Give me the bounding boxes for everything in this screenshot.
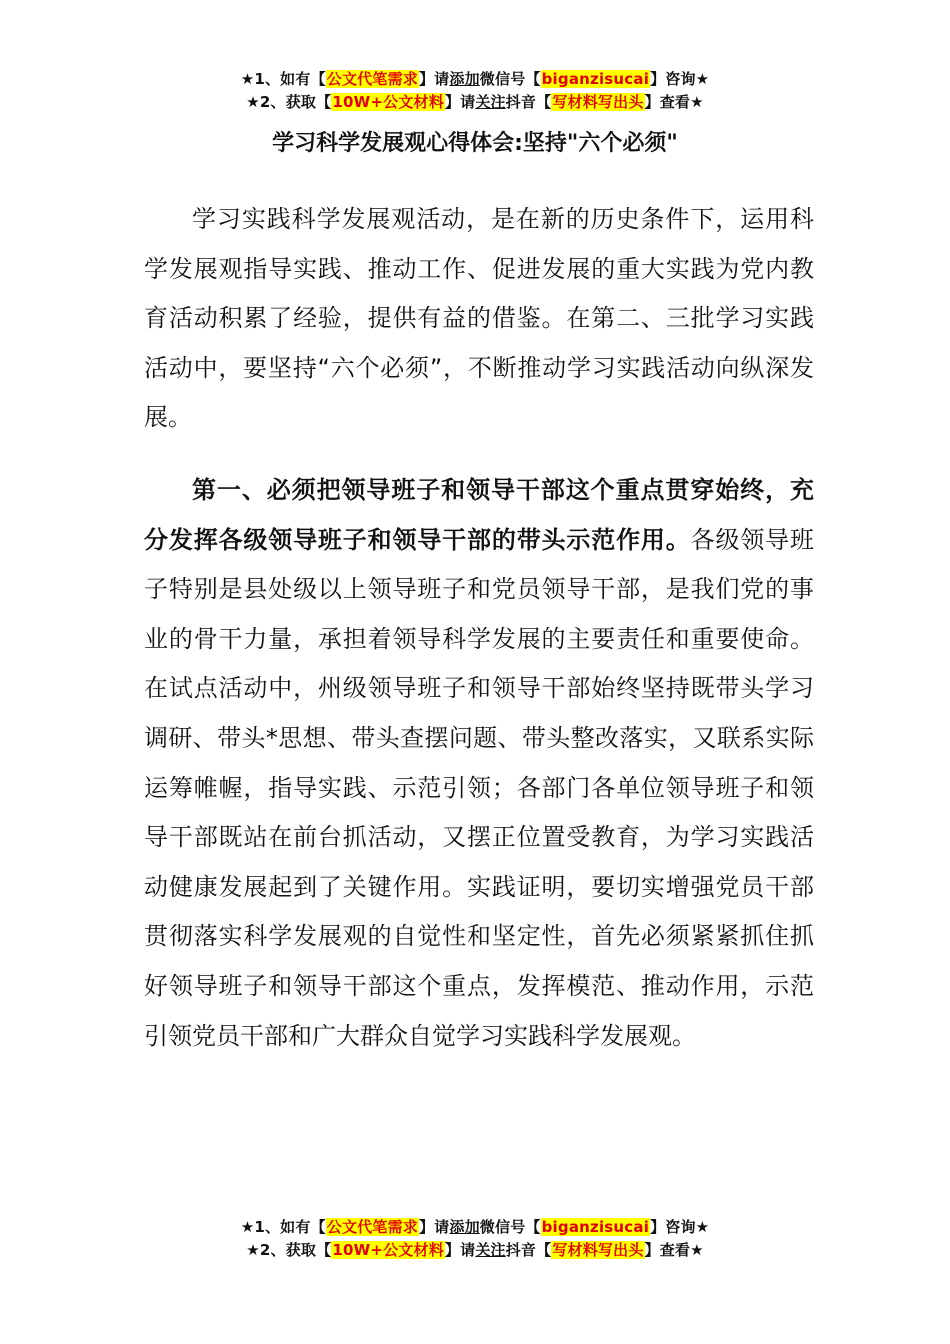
promo-text: 】请 xyxy=(418,1218,450,1236)
promo-wechat-id: biganzisucai xyxy=(541,1218,650,1236)
promo-text: 】请 xyxy=(418,70,450,88)
promo-underline: 添加 xyxy=(449,70,480,88)
promo-text: 】请 xyxy=(444,93,476,111)
promo-highlight: 10W+公文材料 xyxy=(332,1241,444,1259)
promo-text: 】请 xyxy=(444,1241,476,1259)
promo-highlight: 公文代笔需求 xyxy=(326,70,418,88)
promo-text: 】查看★ xyxy=(644,93,704,111)
promo-underline: 关注 xyxy=(475,93,506,111)
promo-text: ★1、如有【 xyxy=(240,1218,326,1236)
promo-text: 】查看★ xyxy=(644,1241,704,1259)
paragraph-lead-heading: 第一、必须把领导班子和领导干部这个重点贯穿始终，充分发挥各级领导班子和领导干部的带头示范作用。 xyxy=(144,476,814,554)
promo-text: 】咨询★ xyxy=(650,1218,710,1236)
promo-text: ★2、获取【 xyxy=(246,1241,332,1259)
promo-wechat-id: biganzisucai xyxy=(541,70,650,88)
body-paragraph-2 xyxy=(144,466,814,1061)
promo-text: 】咨询★ xyxy=(650,70,710,88)
promo-line-2 xyxy=(0,91,950,114)
promo-text: ★1、如有【 xyxy=(240,70,326,88)
paragraph-body-text: 各级领导班子特别是县处级以上领导班子和党员领导干部，是我们党的事业的骨干力量，承担着领导科学发展的主要责任和重要使命。在试点活动中，州级领导班子和领导干部始终坚持既带头学习调研、带头*思想、带头查摆问题、带头整改落实，又联系实际运筹帷幄，指导实践、示范引领；各部门各单位领导班子和领导干部既站在前台抓活动，又摆正位置受教育，为学习实践活动健康发展起到了关键作用。实践证明，要切实增强党员干部贯彻落实科学发展观的自觉性和坚定性，首先必须紧紧抓住抓好领导班子和领导干部这个重点，发挥模范、推动作用，示范引领党员干部和广大群众自觉学习实践科学发展观。 xyxy=(144,525,815,1050)
promo-text: ★2、获取【 xyxy=(246,93,332,111)
body-paragraph-1: 学习实践科学发展观活动，是在新的历史条件下，运用科学发展观指导实践、推动工作、促进发展的重大实践为党内教育活动积累了经验，提供有益的借鉴。在第二、三批学习实践活动中，要坚持“六个必须”，不断推动学习实践活动向纵深发展。 xyxy=(144,205,814,432)
promo-text: 微信号【 xyxy=(479,70,541,88)
promo-douyin-id: 写材料写出头 xyxy=(552,93,644,111)
promo-line-1 xyxy=(0,68,950,91)
promo-text: 微信号【 xyxy=(479,1218,541,1236)
promo-underline: 添加 xyxy=(449,1218,480,1236)
promo-highlight: 公文代笔需求 xyxy=(326,1218,418,1236)
promo-underline: 关注 xyxy=(475,1241,506,1259)
document-title: 学习科学发展观心得体会:坚持"六个必须" xyxy=(272,131,678,156)
promo-line-2 xyxy=(0,1239,950,1262)
header-promo xyxy=(0,68,950,114)
promo-highlight: 10W+公文材料 xyxy=(332,93,444,111)
promo-text: 抖音【 xyxy=(505,93,552,111)
promo-line-1 xyxy=(0,1216,950,1239)
footer-promo xyxy=(0,1216,950,1262)
promo-douyin-id: 写材料写出头 xyxy=(552,1241,644,1259)
promo-text: 抖音【 xyxy=(505,1241,552,1259)
